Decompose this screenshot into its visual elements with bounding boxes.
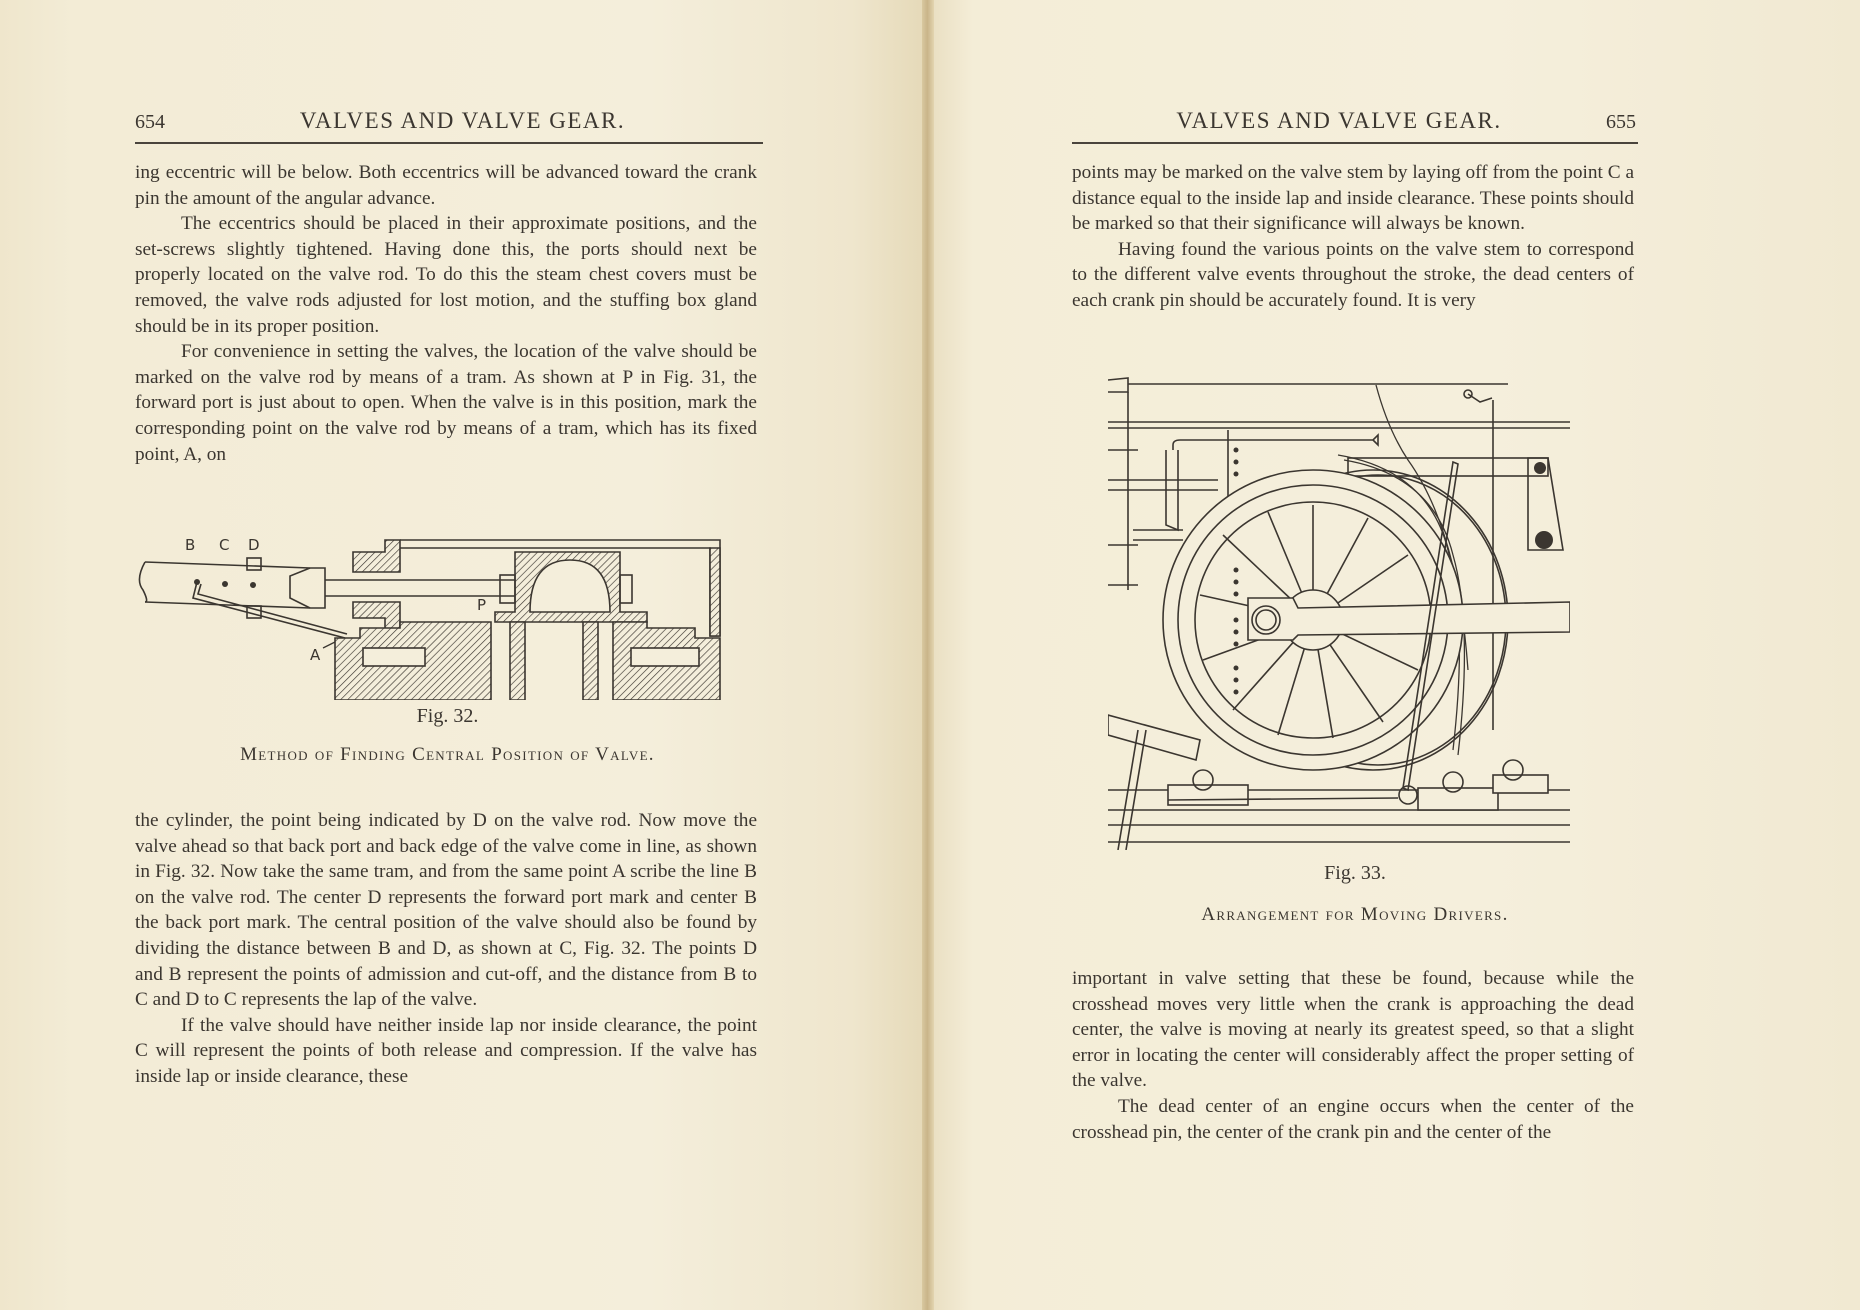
book-gutter — [922, 0, 934, 1310]
right-page — [926, 0, 1860, 1310]
label-c: C — [219, 536, 230, 554]
left-running-head — [135, 108, 760, 142]
paragraph: If the valve should have neither inside lap nor inside clearance, the point C will represent the points of both release and compression. If the valve has inside lap or inside clearance, these — [135, 1014, 757, 1087]
running-head-title: VALVES AND VALVE GEAR. — [299, 108, 626, 133]
figure-33-title: Arrangement for Moving Drivers. — [1201, 904, 1509, 925]
left-page — [0, 0, 926, 1310]
page-number: 655 — [1606, 111, 1636, 133]
figure-32-title: Method of Finding Central Position of Valve. — [240, 744, 655, 765]
paragraph: For convenience in setting the valves, the location of the valve should be marked on the valve rod by means of a tram. As shown at P in Fig. 31, the forward port is just about to open. When the valve is in this position, mark the corresponding point on the valve rod by means of a tram, which has its fixed point, A, on — [135, 341, 757, 465]
running-head-title: VALVES AND VALVE GEAR. — [1176, 108, 1502, 133]
paragraph: The eccentrics should be placed in their approximate positions, and the set-screws slightly tightened. Having done this, the ports should next be properly located on the valve rod. To do this the steam chest covers must be removed, the valve rods adjusted for lost motion, and the stuffing box gland should be in its proper position. — [135, 213, 757, 337]
left-text-bottom — [135, 808, 757, 1090]
right-running-head — [1072, 108, 1636, 142]
label-p: P — [477, 596, 487, 614]
label-b: B — [185, 536, 196, 554]
left-text-top — [135, 160, 757, 467]
paragraph: points may be marked on the valve stem by laying off from the point C a distance equal to the inside lap and inside clearance. These points should be marked so that their significance will always be known. — [1072, 162, 1634, 235]
header-rule — [1072, 142, 1638, 144]
paragraph: Having found the various points on the valve stem to correspond to the different valve events throughout the stroke, the dead centers of each crank pin should be accurately found. It is very — [1072, 238, 1634, 311]
header-rule — [135, 142, 763, 144]
label-d: D — [248, 536, 260, 554]
right-text-top — [1072, 160, 1634, 314]
figure-32-diagram — [135, 530, 735, 700]
paragraph: The dead center of an engine occurs when the center of the crosshead pin, the center of the crank pin and the center of the — [1072, 1095, 1634, 1143]
figure-33-diagram — [1108, 370, 1570, 850]
paragraph: important in valve setting that these be found, because while the crosshead moves very little when the crank is approaching the dead center, the valve is moving at nearly its greatest speed, so that a slight error in locating the center will considerably affect the proper setting of the valve. — [1072, 968, 1634, 1092]
figure-33-number: Fig. 33. — [1324, 862, 1386, 884]
right-text-bottom — [1072, 966, 1634, 1145]
paragraph: the cylinder, the point being indicated by D on the valve rod. Now move the valve ahead so that back port and back edge of the valve come in line, as shown in Fig. 32. Now take the same tram, and from the same point A scribe the line B on the valve rod. The center D represents the forward port mark and center B the back port mark. The central position of the valve should also be found by dividing the distance between B and D, as shown at C, Fig. 32. The points D and B represent the points of admission and cut-off, and the distance from B to C and D to C represents the lap of the valve. — [135, 810, 757, 1011]
page-number: 654 — [135, 111, 165, 133]
paragraph: ing eccentric will be below. Both eccentrics will be advanced toward the crank pin the amount of the angular advance. — [135, 162, 757, 209]
label-a: A — [310, 646, 321, 664]
figure-32-number: Fig. 32. — [416, 705, 479, 727]
